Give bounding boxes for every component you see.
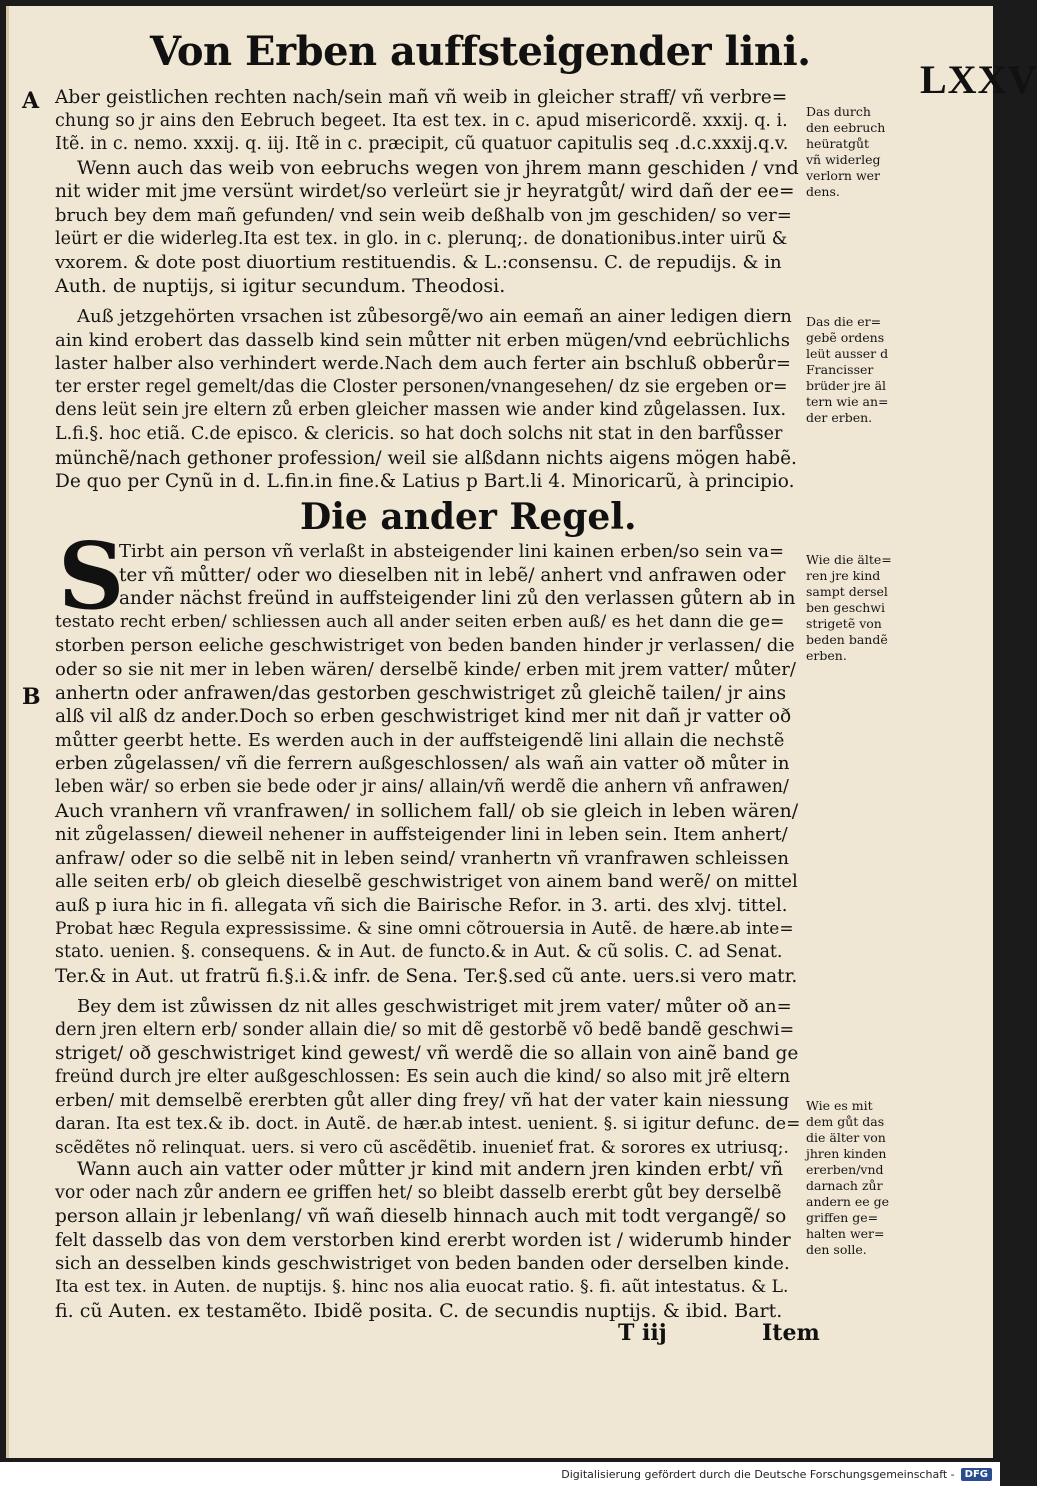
sidenote-line: dens. xyxy=(806,184,840,199)
text-line: leürt er die widerleg.Ita est tex. in glo. in c. plerunq;. de donationibus.inter uirũ & xyxy=(55,228,788,249)
text-line: Auß jetzgehörten vrsachen ist zůbesorgẽ/wo ain eemañ an ainer ledigen diern xyxy=(77,306,792,327)
text-line: vxorem. & dote post diuortium restituendis. & L.:consensu. C. de repudijs. & in xyxy=(55,252,782,274)
paragraph-block-1 xyxy=(55,86,800,298)
text-line: nit wider mit jme versünt wirdet/so verleürt sie jr heyratgůt/ wird dañ der ee= xyxy=(55,181,795,203)
sidenote-line: tern wie an= xyxy=(806,394,889,409)
text-line: person allain jr lebenlang/ vñ wañ dieselb hinnach auch mit todt vergangẽ/ so xyxy=(55,1206,787,1228)
text-line: Itẽ. in c. nemo. xxxij. q. iij. Itẽ in c. præcipit, cũ quatuor capitulis seq .d.c.xxxij.q.v. xyxy=(55,134,789,155)
text-line: Bey dem ist zůwissen dz nit alles geschwistriget mit jrem vater/ můter oð an= xyxy=(77,996,792,1017)
text-line: ander nächst freünd in auffsteigender lini zů den verlassen gůtern ab in xyxy=(119,588,796,610)
sidenote-line: halten wer= xyxy=(806,1226,885,1241)
signature-mark: T iij xyxy=(618,1320,667,1346)
paragraph-block-3 xyxy=(55,540,800,988)
text-line: Wann auch ain vatter oder můtter jr kind mit andern jren kinden erbt/ vñ xyxy=(77,1158,784,1180)
text-line: ain kind erobert das dasselb kind sein můtter nit erben mügen/vnd eebrüchlichs xyxy=(55,329,790,351)
text-line: De quo per Cynũ in d. L.fin.in fine.& Latius p Bart.li 4. Minoricarũ, à principio. xyxy=(55,471,795,493)
sidenote-3 xyxy=(806,552,898,664)
text-line: Tirbt ain person vñ verlaßt in absteigender lini kainen erben/so sein va= xyxy=(119,541,785,562)
text-line: anhertn oder anfrawen/das gestorben geschwistriget zů gleichẽ tailen/ jr ains xyxy=(55,682,787,704)
sidenote-line: dem gůt das xyxy=(806,1114,885,1129)
section-heading: Die ander Regel. xyxy=(300,496,637,538)
section-mark-a: A xyxy=(22,88,40,114)
text-line: oder so sie nit mer in leben wären/ derselbẽ kinde/ erben mit jrem vatter/ můter/ xyxy=(55,658,796,680)
digitization-footer xyxy=(0,1462,1000,1486)
text-line: bruch bey dem mañ gefunden/ vnd sein weib deßhalb von jm geschiden/ so ver= xyxy=(55,204,792,226)
text-line: auß p iura hic in fi. allegata vñ sich die Bairische Refor. in 3. arti. des xlvj. tittel. xyxy=(55,894,788,916)
sidenote-line: Wie die älte= xyxy=(806,552,892,567)
sidenote-line: Das die er= xyxy=(806,314,882,329)
sidenote-line: vñ widerleg xyxy=(806,152,881,167)
dfg-logo: DFG xyxy=(961,1468,992,1481)
sidenote-line: beden bandẽ xyxy=(806,632,888,647)
sidenote-line: jhren kinden xyxy=(806,1146,887,1161)
text-line: Ter.& in Aut. ut fratrũ fi.§.i.& infr. de Sena. Ter.§.sed cũ ante. uers.si vero matr. xyxy=(55,965,798,987)
sidenote-line: darnach zůr xyxy=(806,1178,883,1193)
text-line: Auth. de nuptijs, si igitur secundum. Theodosi. xyxy=(55,274,506,297)
paragraph-block-2 xyxy=(55,305,800,494)
sidenote-line: griffen ge= xyxy=(806,1210,879,1225)
sidenote-2 xyxy=(806,314,898,426)
text-line: Auch vranhern vñ vranfrawen/ in sollichem fall/ ob sie gleich in leben wären/ xyxy=(55,799,799,822)
text-line: Probat hæc Regula expressissime. & sine omni cõtrouersia in Autẽ. de hære.ab inte= xyxy=(55,918,794,939)
text-line: striget/ oð geschwistriget kind gewest/ vñ werdẽ die so allain von ainẽ band ge xyxy=(55,1043,799,1065)
sidenote-line: sampt dersel xyxy=(806,584,888,599)
sidenote-line: leüt ausser d xyxy=(806,346,889,361)
sidenote-4 xyxy=(806,1098,898,1258)
text-line: laster halber also verhindert werde.Nach dem auch ferter ain bschluß obberůr= xyxy=(55,353,791,375)
sidenote-1 xyxy=(806,104,898,200)
text-line: vor oder nach zůr andern ee griffen het/ so bleibt dasselb ererbt gůt bey derselbẽ xyxy=(55,1182,782,1203)
text-line: fi. cũ Auten. ex testamẽto. Ibidẽ posita. C. de secundis nuptijs. & ibid. Bart. xyxy=(55,1299,783,1322)
text-line: freünd durch jre elter außgeschlossen: Es sein auch die kind/ so also mit jrẽ eltern xyxy=(55,1066,791,1087)
catchword: Item xyxy=(762,1320,820,1346)
sidenote-line: ben geschwi xyxy=(806,600,885,615)
sidenote-line: den solle. xyxy=(806,1242,867,1257)
text-line: dern jren eltern erb/ sonder allain die/ so mit dẽ gestorbẽ võ bedẽ bandẽ geschwi= xyxy=(55,1019,795,1040)
sidenote-line: die älter von xyxy=(806,1130,886,1145)
sidenote-line: Francisser xyxy=(806,362,874,377)
text-line: münchẽ/nach gethoner profession/ weil sie alßdann nichts aigens mögen habẽ. xyxy=(55,447,797,469)
text-line: chung so jr ains den Eebruch begeet. Ita est tex. in c. apud misericordẽ. xxxij. q. i. xyxy=(55,110,788,131)
text-line: daran. Ita est tex.& ib. doct. in Autẽ. de hær.ab intest. uenient. §. si igitur defunc. de= xyxy=(55,1113,801,1134)
text-line: alle seiten erb/ ob gleich dieselbẽ geschwistriget von ainem band werẽ/ on mittel xyxy=(55,871,798,893)
sidenote-line: Das durch xyxy=(806,104,871,119)
text-line: erben zůgelassen/ vñ die ferrern außgeschlossen/ als wañ ain vatter oð můter in xyxy=(55,753,790,775)
sidenote-line: ererben/vnd xyxy=(806,1162,884,1177)
text-line: alß vil alß dz ander.Doch so erben geschwistriget kind mer nit dañ jr vatter oð xyxy=(55,706,792,728)
sidenote-line: verlorn wer xyxy=(806,168,881,183)
text-line: nit zůgelassen/ dieweil nehener in auffsteigender lini in leben sein. Item anhert/ xyxy=(55,824,788,846)
text-line: erben/ mit demselbẽ ererbten gůt aller ding frey/ vñ hat der vater kain niessung xyxy=(55,1090,790,1112)
sidenote-line: Wie es mit xyxy=(806,1098,873,1113)
text-line: scẽdẽtes nõ relinquat. uers. si vero cũ ascẽdẽtib. inuenieť frat. & sorores ex utriusq;. xyxy=(55,1137,789,1158)
paragraph-block-4 xyxy=(55,995,800,1160)
text-line: ter vñ můtter/ oder wo dieselben nit in lebẽ/ anhert vnd anfrawen oder xyxy=(119,564,786,586)
sidenote-line: strigetẽ von xyxy=(806,616,882,631)
text-line: felt dasselb das von dem verstorben kind ererbt worden ist / widerumb hinder xyxy=(55,1229,791,1251)
drop-cap: S xyxy=(58,522,125,630)
text-line: ter erster regel gemelt/das die Closter personen/vnangesehen/ dz sie ergeben or= xyxy=(55,376,788,397)
text-line: storben person eeliche geschwistriget von beden banden hinder jr verlassen/ die xyxy=(55,635,795,657)
text-line: L.fi.§. hoc etiã. C.de episco. & clericis. so hat doch solchs nit stat in den barfůsser xyxy=(55,423,783,444)
text-line: leben wär/ so erben sie bede oder jr ains/ allain/vñ werdẽ die anhern vñ anfrawen/ xyxy=(55,776,789,797)
sidenote-line: andern ee ge xyxy=(806,1194,890,1209)
text-line: anfraw/ oder so die selbẽ nit in leben seind/ vranhertn vñ vranfrawen schleissen xyxy=(55,847,789,869)
text-line: Aber geistlichen rechten nach/sein mañ vñ weib in gleicher straff/ vñ verbre= xyxy=(55,87,788,108)
text-line: Wenn auch das weib von eebruchs wegen von jhrem mann geschiden / vnd xyxy=(77,156,799,179)
section-mark-b: B xyxy=(22,684,41,710)
text-line: testato recht erben/ schliessen auch all ander seiten erben auß/ es het dann die ge= xyxy=(55,611,785,632)
sidenote-line: den eebruch xyxy=(806,120,886,135)
footer-credit: Digitalisierung gefördert durch die Deutsche Forschungsgemeinschaft - xyxy=(561,1467,955,1481)
sidenote-line: ren jre kind xyxy=(806,568,881,583)
text-line: stato. uenien. §. consequens. & in Aut. de functo.& in Aut. & cũ solis. C. ad Senat. xyxy=(55,942,783,963)
text-line: můtter geerbt hette. Es werden auch in der auffsteigendẽ lini allain die nechstẽ xyxy=(55,729,785,751)
sidenote-line: brüder jre äl xyxy=(806,378,887,393)
text-line: sich an desselben kinds geschwistriget von beden banden oder derselben kinde. xyxy=(55,1253,790,1275)
folio-number: LXXV xyxy=(920,57,1037,102)
sidenote-line: gebẽ ordens xyxy=(806,330,885,345)
sidenote-line: heüratgůt xyxy=(806,136,870,151)
sidenote-line: der erben. xyxy=(806,410,873,425)
running-title: Von Erben auffsteigender lini. xyxy=(150,28,811,75)
paragraph-block-5 xyxy=(55,1158,800,1323)
text-line: Ita est tex. in Auten. de nuptijs. §. hinc nos alia euocat ratio. §. fi. aũt intestatus. & L. xyxy=(55,1276,789,1297)
sidenote-line: erben. xyxy=(806,648,847,663)
text-line: dens leüt sein jre eltern zů erben gleicher massen wie ander kind zůgelassen. Iux. xyxy=(55,400,787,421)
